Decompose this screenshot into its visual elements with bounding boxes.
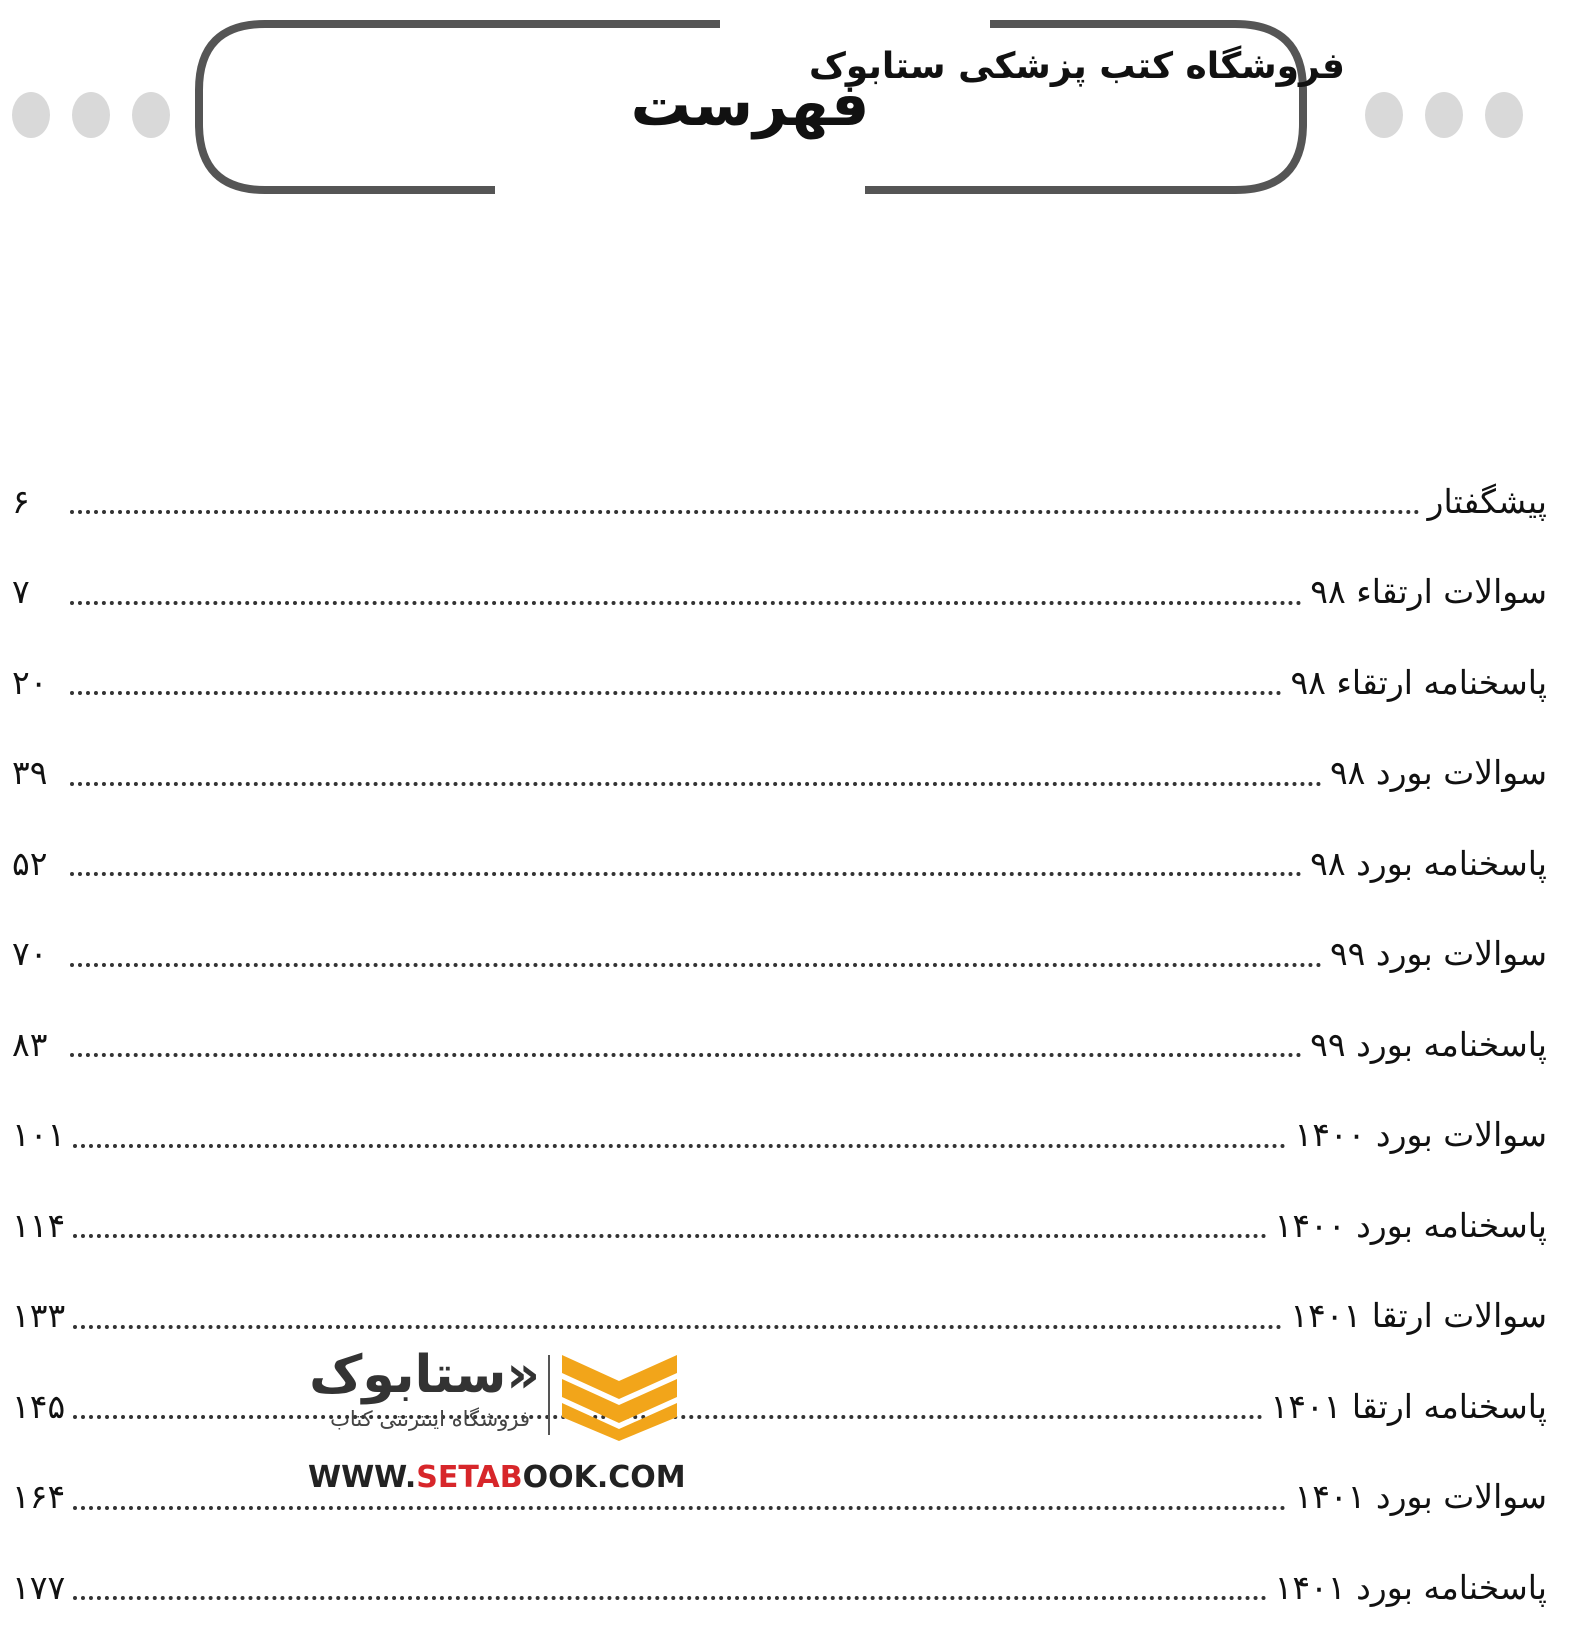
toc-row xyxy=(12,909,1547,1000)
toc-row xyxy=(12,1542,1547,1633)
toc-row xyxy=(12,999,1547,1090)
toc-page-number: ۱۴۵ xyxy=(12,1386,66,1426)
toc-leader-dots xyxy=(73,1325,1282,1329)
toc-leader-dots xyxy=(70,691,1282,695)
toc-page-number: ۷ xyxy=(12,572,30,612)
toc-entry-title: سوالات ارتقاء ۹۸ xyxy=(1310,572,1547,612)
chevron-stack-icon xyxy=(562,1351,677,1441)
toc-entry-title: سوالات بورد ۱۴۰۰ xyxy=(1294,1115,1547,1155)
toc-entry-title: سوالات ارتقا ۱۴۰۱ xyxy=(1290,1296,1547,1336)
toc-page-number: ۸۳ xyxy=(12,1024,48,1064)
toc-leader-dots xyxy=(73,1234,1266,1238)
decorative-dot xyxy=(132,92,170,138)
toc-leader-dots xyxy=(70,963,1322,967)
decorative-dots-right xyxy=(1365,92,1523,138)
page-title: فهرست xyxy=(630,70,870,140)
toc-entry-title: سوالات بورد ۱۴۰۱ xyxy=(1294,1477,1547,1517)
toc-page-number: ۱۶۴ xyxy=(12,1477,66,1517)
logo-brand-text: «ستابوک xyxy=(309,1345,540,1405)
toc-leader-dots xyxy=(73,1596,1266,1600)
toc-entry-title: پاسخنامه ارتقاء ۹۸ xyxy=(1290,662,1547,702)
toc-row xyxy=(12,637,1547,728)
toc-row xyxy=(12,547,1547,638)
toc-page-number: ۶ xyxy=(12,481,30,521)
toc-page-number: ۳۹ xyxy=(12,753,48,793)
toc-entry-title: پاسخنامه بورد ۹۸ xyxy=(1310,843,1547,883)
decorative-dot xyxy=(72,92,110,138)
toc-row xyxy=(12,818,1547,909)
table-of-contents xyxy=(12,456,1547,1633)
toc-row xyxy=(12,1271,1547,1362)
logo-subtitle: فروشگاه اینترنتی کتاب xyxy=(330,1407,530,1431)
toc-entry-title: پیشگفتار xyxy=(1427,481,1547,521)
logo-url: WWW.SETABOOK.COM xyxy=(308,1460,686,1495)
decorative-dot xyxy=(12,92,50,138)
toc-entry-title: پاسخنامه بورد ۱۴۰۱ xyxy=(1274,1567,1547,1607)
toc-page-number: ۱۷۷ xyxy=(12,1567,66,1607)
toc-leader-dots xyxy=(70,601,1302,605)
logo-separator xyxy=(548,1355,550,1435)
toc-page-number: ۵۲ xyxy=(12,843,48,883)
decorative-dots-left xyxy=(12,92,170,138)
toc-page-number: ۷۰ xyxy=(12,934,48,974)
toc-leader-dots xyxy=(70,782,1322,786)
toc-row xyxy=(12,1452,1547,1543)
toc-entry-title: سوالات بورد ۹۸ xyxy=(1329,753,1547,793)
toc-page-number: ۲۰ xyxy=(12,662,48,702)
toc-entry-title: پاسخنامه بورد ۱۴۰۰ xyxy=(1274,1205,1547,1245)
toc-row xyxy=(12,1361,1547,1452)
toc-leader-dots xyxy=(73,1144,1286,1148)
toc-row xyxy=(12,1180,1547,1271)
toc-row xyxy=(12,728,1547,819)
toc-entry-title: سوالات بورد ۹۹ xyxy=(1329,934,1547,974)
toc-entry-title: پاسخنامه ارتقا ۱۴۰۱ xyxy=(1270,1386,1547,1426)
decorative-dot xyxy=(1425,92,1463,138)
toc-leader-dots xyxy=(70,1053,1302,1057)
decorative-dot xyxy=(1485,92,1523,138)
toc-page-number: ۱۰۱ xyxy=(12,1115,66,1155)
toc-page-number: ۱۳۳ xyxy=(12,1296,66,1336)
toc-row xyxy=(12,456,1547,547)
toc-page-number: ۱۱۴ xyxy=(12,1205,66,1245)
store-name: فروشگاه کتب پزشکی ستابوک xyxy=(808,46,1345,87)
toc-leader-dots xyxy=(70,872,1302,876)
toc-leader-dots xyxy=(70,510,1420,514)
toc-row xyxy=(12,1090,1547,1181)
decorative-dot xyxy=(1365,92,1403,138)
toc-entry-title: پاسخنامه بورد ۹۹ xyxy=(1310,1024,1547,1064)
publisher-logo xyxy=(300,1345,695,1515)
